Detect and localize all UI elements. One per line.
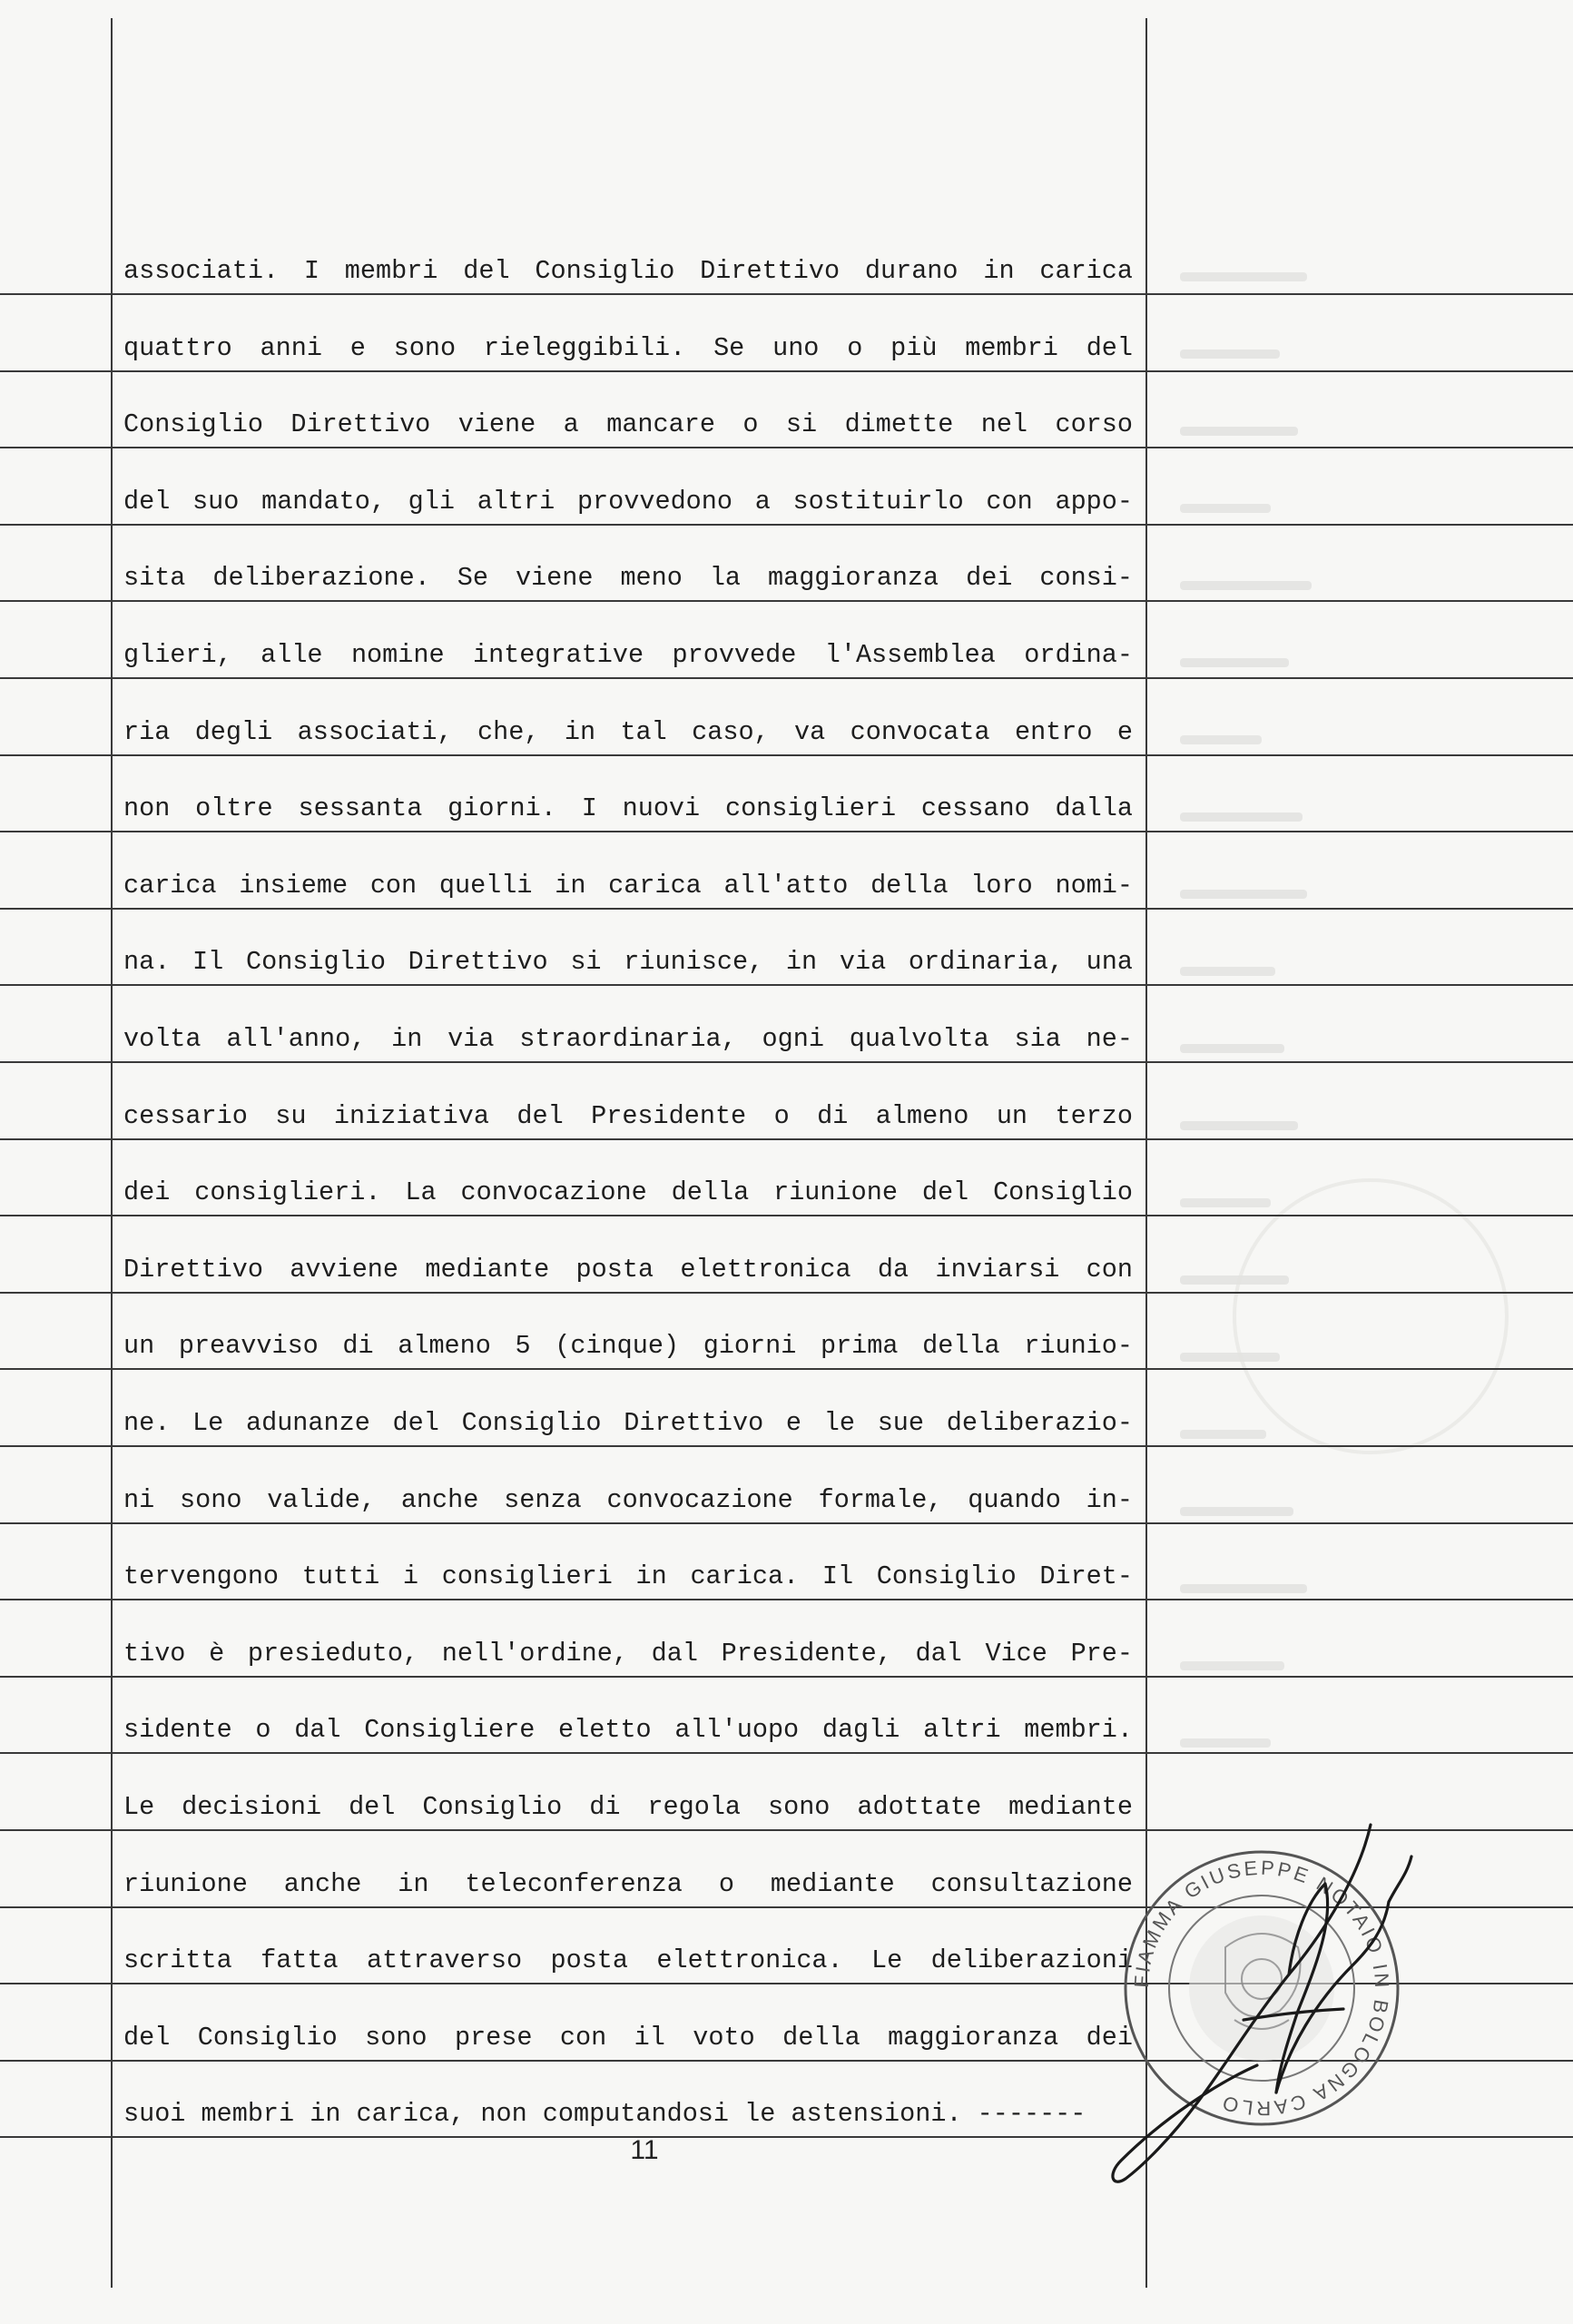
- text-line-9: carica insieme con quelli in carica all'atto della loro nomi-: [123, 870, 1133, 901]
- text-line-2: quattro anni e sono rieleggibili. Se uno o più membri del: [123, 332, 1133, 363]
- text-line-12: cessario su iniziativa del Presidente o di almeno un terzo: [123, 1100, 1133, 1131]
- text-line-17: ni sono valide, anche senza convocazione formale, quando in-: [123, 1484, 1133, 1515]
- text-line-11: volta all'anno, in via straordinaria, ogni qualvolta sia ne-: [123, 1024, 1133, 1054]
- text-line-10: na. Il Consiglio Direttivo si riunisce, in via ordinaria, una: [123, 947, 1133, 978]
- ruled-line: [0, 677, 1573, 679]
- ruled-line: [0, 908, 1573, 910]
- text-line-7: ria degli associati, che, in tal caso, va convocata entro e: [123, 716, 1133, 747]
- text-line-21: Le decisioni del Consiglio di regola sono adottate mediante: [123, 1792, 1133, 1822]
- ruled-line: [0, 1445, 1573, 1447]
- ruled-line: [0, 1599, 1573, 1600]
- ruled-line: [0, 293, 1573, 295]
- ruled-line: [0, 1061, 1573, 1063]
- ruled-line: [0, 1292, 1573, 1294]
- text-line-22: riunione anche in teleconferenza o mediante consultazione: [123, 1868, 1133, 1899]
- seal-text: FIAMMA GIUSEPPE NOTAIO IN BOLOGNA CARLO: [1129, 1856, 1394, 2121]
- text-line-4: del suo mandato, gli altri provvedono a sostituirlo con appo-: [123, 486, 1133, 517]
- left-margin-rule: [111, 18, 113, 2288]
- text-line-1: associati. I membri del Consiglio Direttivo durano in carica: [123, 256, 1133, 286]
- text-line-20: sidente o dal Consigliere eletto all'uopo dagli altri membri.: [123, 1715, 1133, 1746]
- ruled-line: [0, 1522, 1573, 1524]
- ruled-line: [0, 984, 1573, 986]
- text-line-19: tivo è presieduto, nell'ordine, dal Presidente, dal Vice Pre-: [123, 1638, 1133, 1669]
- text-line-6: glieri, alle nomine integrative provvede l'Assemblea ordina-: [123, 640, 1133, 670]
- ruled-line: [0, 1676, 1573, 1678]
- text-line-15: un preavviso di almeno 5 (cinque) giorni prima della riunio-: [123, 1331, 1133, 1362]
- page-number: 11: [630, 2135, 659, 2165]
- ruled-line: [0, 1752, 1573, 1754]
- text-line-23: scritta fatta attraverso posta elettronica. Le deliberazioni: [123, 1945, 1133, 1976]
- text-line-5: sita deliberazione. Se viene meno la maggioranza dei consi-: [123, 563, 1133, 594]
- text-line-14: Direttivo avviene mediante posta elettronica da inviarsi con: [123, 1254, 1133, 1285]
- ruled-line: [0, 1138, 1573, 1140]
- ruled-line: [0, 447, 1573, 448]
- ruled-line: [0, 754, 1573, 756]
- text-line-13: dei consiglieri. La convocazione della riunione del Consiglio: [123, 1177, 1133, 1208]
- notary-seal: [1126, 1852, 1398, 2124]
- text-line-3: Consiglio Direttivo viene a mancare o si dimette nel corso: [123, 409, 1133, 440]
- ruled-line: [0, 831, 1573, 832]
- text-line-8: non oltre sessanta giorni. I nuovi consiglieri cessano dalla: [123, 793, 1133, 824]
- text-line-25: suoi membri in carica, non computandosi le astensioni. -------: [123, 2099, 1086, 2130]
- text-line-16: ne. Le adunanze del Consiglio Direttivo e le sue deliberazio-: [123, 1408, 1133, 1438]
- ruled-line: [0, 1368, 1573, 1370]
- ruled-line: [0, 370, 1573, 372]
- ruled-line: [0, 524, 1573, 526]
- ruled-line: [0, 1215, 1573, 1216]
- ruled-line: [0, 600, 1573, 602]
- notary-seal-and-signature: [1062, 1793, 1489, 2211]
- text-line-18: tervengono tutti i consiglieri in carica. Il Consiglio Diret-: [123, 1561, 1133, 1592]
- text-line-24: del Consiglio sono prese con il voto della maggioranza dei: [123, 2022, 1133, 2053]
